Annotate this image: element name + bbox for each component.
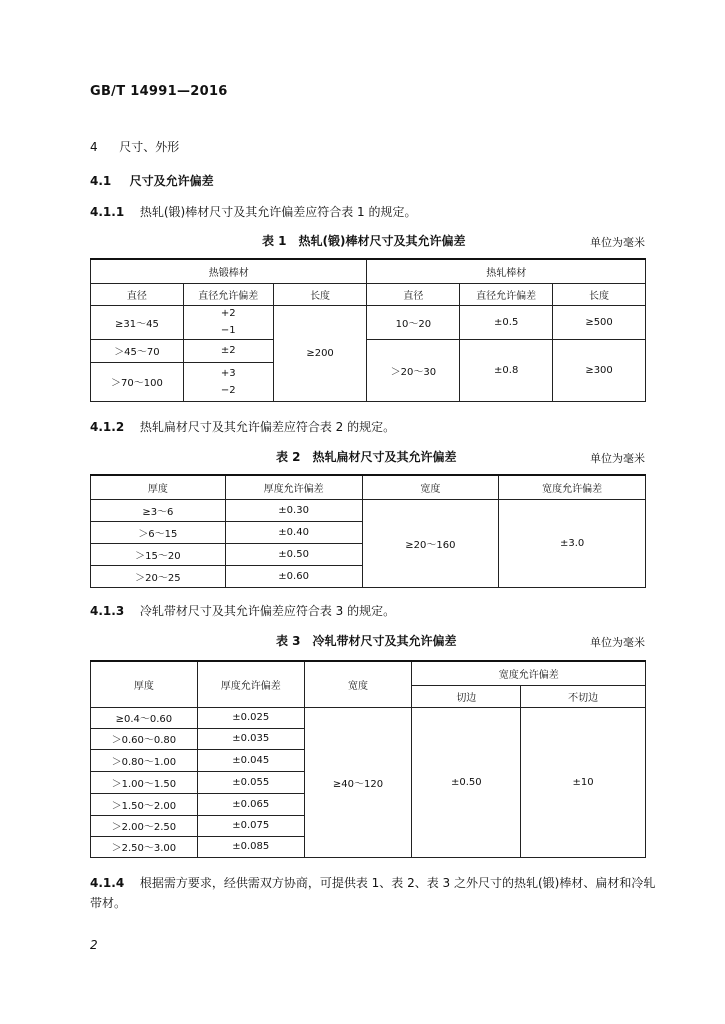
table1-cell-diameter: ≥31～45 — [91, 305, 184, 339]
table3-cell-thickness: ＞1.50～2.00 — [91, 793, 198, 815]
table2-unit: 单位为毫米 — [590, 452, 645, 465]
table3-header-width-tol: 宽度允许偏差 — [412, 661, 646, 685]
table1-cell-tol-lower: −2 — [220, 384, 236, 396]
table1-cell-length: ≥500 — [553, 305, 646, 339]
table1-header-diameter: 直径 — [367, 283, 460, 305]
table3-header-width: 宽度 — [304, 661, 412, 707]
table2-header-thickness-tol: 厚度允许偏差 — [225, 475, 362, 499]
table1-cell-tol: ±0.5 — [460, 305, 553, 339]
table3-cell-width-tol-cut: ±0.50 — [412, 707, 521, 857]
table1-cell-tol-upper: +2 — [183, 305, 273, 322]
clause-4-1-1 — [90, 203, 416, 220]
table3-cell-thickness: ≥0.4～0.60 — [91, 707, 198, 728]
table2-cell-thickness: ＞6～15 — [91, 521, 226, 543]
clause-text-line2: 带材。 — [90, 896, 127, 910]
clause-4-1-2 — [90, 418, 395, 435]
table2-caption: 表 2 热轧扁材尺寸及其允许偏差 — [276, 450, 457, 464]
table1-cell-tol-lower: −1 — [183, 322, 273, 339]
clause-4-1-4 — [90, 874, 655, 891]
table2-cell-thickness: ≥3～6 — [91, 499, 226, 521]
table-2 — [90, 474, 646, 588]
table3-cell-thickness: ＞0.80～1.00 — [91, 749, 198, 771]
table1-header-diameter-tol: 直径允许偏差 — [183, 283, 273, 305]
table3-cell-thickness: ＞2.50～3.00 — [91, 836, 198, 857]
table2-header-width-tol: 宽度允许偏差 — [499, 475, 646, 499]
clause-number: 4.1.3 — [90, 604, 125, 618]
table1-cell-tol-upper: +3 — [220, 367, 236, 379]
table1-group-rolled: 热轧棒材 — [367, 259, 646, 283]
clause-4-1-3 — [90, 602, 395, 619]
table3-header-thickness-tol: 厚度允许偏差 — [197, 661, 304, 707]
table3-cell-tol: ±0.075 — [197, 815, 304, 836]
standard-number: GB/T 14991—2016 — [90, 84, 228, 99]
table1-cell-tol: ±2 — [183, 339, 273, 362]
table1-caption: 表 1 热轧(锻)棒材尺寸及其允许偏差 — [262, 234, 466, 248]
table2-cell-tol: ±0.40 — [225, 521, 362, 543]
table3-cell-tol: ±0.085 — [197, 836, 304, 857]
table3-header-thickness: 厚度 — [91, 661, 198, 707]
clause-number: 4.1.4 — [90, 876, 125, 890]
subsection-number: 4.1 — [90, 174, 112, 188]
section-title: 尺寸、外形 — [119, 140, 180, 154]
clause-text: 热轧(锻)棒材尺寸及其允许偏差应符合表 1 的规定。 — [139, 205, 417, 219]
table3-cell-width-tol-uncut: ±10 — [521, 707, 646, 857]
section-number: 4 — [90, 140, 98, 154]
table1-unit: 单位为毫米 — [590, 236, 645, 249]
table1-cell-diameter: ＞20～30 — [367, 339, 460, 401]
clause-number: 4.1.1 — [90, 205, 125, 219]
table1-header-length: 长度 — [553, 283, 646, 305]
table3-cell-tol: ±0.065 — [197, 793, 304, 815]
table2-cell-width: ≥20～160 — [362, 499, 499, 587]
subsection-title: 尺寸及允许偏差 — [129, 174, 214, 188]
table3-caption: 表 3 冷轧带材尺寸及其允许偏差 — [276, 634, 457, 648]
table2-cell-tol: ±0.30 — [225, 499, 362, 521]
table3-cell-tol: ±0.045 — [197, 749, 304, 771]
page-number: 2 — [90, 938, 98, 952]
subsection-heading — [90, 172, 214, 189]
table1-header-length: 长度 — [273, 283, 367, 305]
table1-cell-length: ≥300 — [553, 339, 646, 401]
table1-group-forged: 热锻棒材 — [91, 259, 367, 283]
table3-cell-tol: ±0.035 — [197, 728, 304, 749]
table2-cell-tol: ±0.60 — [225, 565, 362, 587]
table3-cell-thickness: ＞2.00～2.50 — [91, 815, 198, 836]
table2-header-thickness: 厚度 — [91, 475, 226, 499]
table1-cell-tol: ±0.8 — [460, 339, 553, 401]
table3-unit: 单位为毫米 — [590, 636, 645, 649]
table2-cell-thickness: ＞20～25 — [91, 565, 226, 587]
table1-header-diameter-tol: 直径允许偏差 — [460, 283, 553, 305]
table1-header-diameter: 直径 — [91, 283, 184, 305]
section-heading — [90, 138, 179, 155]
table2-header-width: 宽度 — [362, 475, 499, 499]
clause-number: 4.1.2 — [90, 420, 125, 434]
table3-header-uncut-edge: 不切边 — [521, 685, 646, 707]
table3-cell-thickness: ＞1.00～1.50 — [91, 771, 198, 793]
table1-cell-diameter: 10～20 — [367, 305, 460, 339]
table1-cell-diameter: ＞45～70 — [91, 339, 184, 362]
table3-cell-thickness: ＞0.60～0.80 — [91, 728, 198, 749]
table3-cell-width: ≥40～120 — [304, 707, 412, 857]
table1-cell-tol-pair — [183, 362, 273, 401]
table3-cell-tol: ±0.055 — [197, 771, 304, 793]
table-3 — [90, 660, 646, 858]
table-1 — [90, 258, 646, 402]
table1-cell-diameter: ＞70～100 — [91, 362, 184, 401]
table2-cell-width-tol: ±3.0 — [499, 499, 646, 587]
clause-text-line1: 根据需方要求，经供需双方协商，可提供表 1、表 2、表 3 之外尺寸的热轧(锻)棒材、扁材和冷轧 — [139, 876, 656, 890]
clause-text: 热轧扁材尺寸及其允许偏差应符合表 2 的规定。 — [139, 420, 396, 434]
clause-text: 冷轧带材尺寸及其允许偏差应符合表 3 的规定。 — [139, 604, 396, 618]
table3-header-cut-edge: 切边 — [412, 685, 521, 707]
table1-cell-length: ≥200 — [273, 305, 367, 401]
table3-cell-tol: ±0.025 — [197, 707, 304, 728]
table2-cell-thickness: ＞15～20 — [91, 543, 226, 565]
table2-cell-tol: ±0.50 — [225, 543, 362, 565]
